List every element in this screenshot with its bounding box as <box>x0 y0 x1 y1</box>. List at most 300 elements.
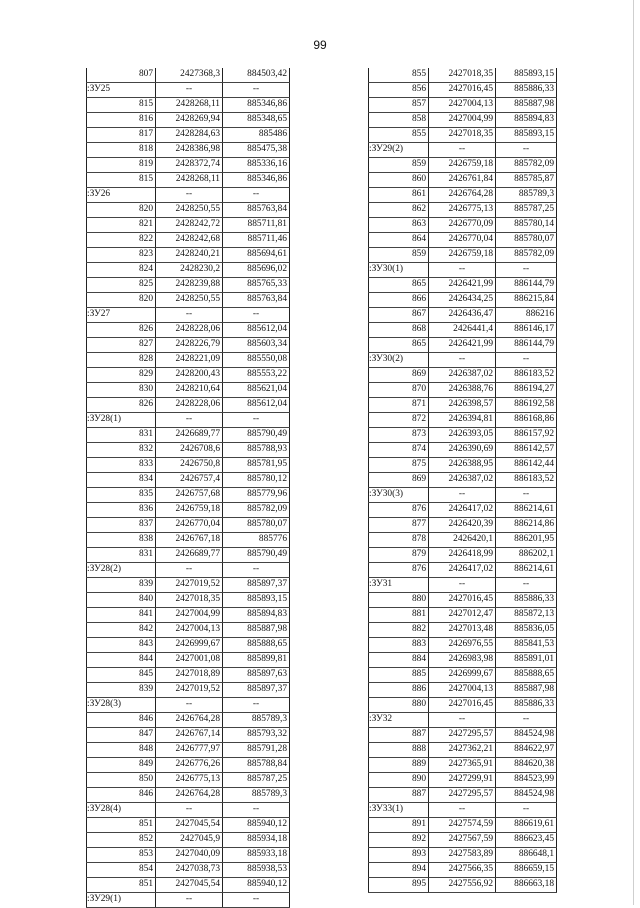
dash-cell: -- <box>429 263 496 278</box>
y-coordinate: 885475,38 <box>223 143 290 158</box>
x-coordinate: 2427038,73 <box>156 863 223 878</box>
y-coordinate: 886183,52 <box>496 473 557 488</box>
y-coordinate: 885780,07 <box>223 518 290 533</box>
parcel-header-row <box>87 563 290 578</box>
x-coordinate: 2426777,97 <box>156 743 223 758</box>
table-row <box>369 773 557 788</box>
table-row <box>87 533 290 548</box>
table-row <box>87 593 290 608</box>
table-row <box>369 638 557 653</box>
parcel-designation: :ЗУ28(4) <box>87 803 156 818</box>
point-number: 886 <box>369 683 429 698</box>
table-row <box>369 308 557 323</box>
point-number: 826 <box>87 398 156 413</box>
table-row <box>87 458 290 473</box>
y-coordinate: 885787,25 <box>496 203 557 218</box>
table-row <box>87 653 290 668</box>
point-number: 829 <box>87 368 156 383</box>
x-coordinate: 2426387,02 <box>429 473 496 488</box>
y-coordinate: 886663,18 <box>496 878 557 893</box>
table-row <box>369 848 557 863</box>
y-coordinate: 885788,84 <box>223 758 290 773</box>
parcel-header-row <box>87 698 290 713</box>
x-coordinate: 2426767,18 <box>156 533 223 548</box>
y-coordinate: 884523,99 <box>496 773 557 788</box>
y-coordinate: 885836,05 <box>496 623 557 638</box>
table-row <box>369 758 557 773</box>
y-coordinate: 885694,61 <box>223 248 290 263</box>
dash-cell: -- <box>429 713 496 728</box>
point-number: 887 <box>369 788 429 803</box>
table-row <box>87 338 290 353</box>
table-row <box>87 773 290 788</box>
point-number: 828 <box>87 353 156 368</box>
table-row <box>369 293 557 308</box>
x-coordinate: 2427013,48 <box>429 623 496 638</box>
x-coordinate: 2426436,47 <box>429 308 496 323</box>
y-coordinate: 886214,86 <box>496 518 557 533</box>
parcel-designation: :ЗУ30(1) <box>369 263 429 278</box>
dash-cell: -- <box>223 308 290 323</box>
table-row <box>369 83 557 98</box>
x-coordinate: 2427045,54 <box>156 818 223 833</box>
x-coordinate: 2426421,99 <box>429 338 496 353</box>
y-coordinate: 885621,04 <box>223 383 290 398</box>
point-number: 830 <box>87 383 156 398</box>
point-number: 862 <box>369 203 429 218</box>
y-coordinate: 885897,37 <box>223 578 290 593</box>
table-row <box>87 173 290 188</box>
y-coordinate: 885893,15 <box>496 128 557 143</box>
table-row <box>369 173 557 188</box>
dash-cell: -- <box>429 578 496 593</box>
coordinates-table-right <box>368 68 557 893</box>
point-number: 824 <box>87 263 156 278</box>
table-row <box>369 818 557 833</box>
y-coordinate: 886201,95 <box>496 533 557 548</box>
table-row <box>369 563 557 578</box>
point-number: 819 <box>87 158 156 173</box>
point-number: 855 <box>369 68 429 83</box>
y-coordinate: 885887,98 <box>496 98 557 113</box>
point-number: 818 <box>87 143 156 158</box>
x-coordinate: 2426689,77 <box>156 428 223 443</box>
table-row <box>369 428 557 443</box>
y-coordinate: 886659,15 <box>496 863 557 878</box>
table-row <box>87 293 290 308</box>
table-row <box>87 728 290 743</box>
point-number: 840 <box>87 593 156 608</box>
coordinates-table-right-body <box>369 68 557 893</box>
x-coordinate: 2427018,35 <box>429 128 496 143</box>
parcel-header-row <box>87 803 290 818</box>
x-coordinate: 2426761,84 <box>429 173 496 188</box>
y-coordinate: 885603,34 <box>223 338 290 353</box>
table-row <box>87 668 290 683</box>
x-coordinate: 2426434,25 <box>429 293 496 308</box>
table-row <box>87 158 290 173</box>
y-coordinate: 885780,07 <box>496 233 557 248</box>
point-number: 875 <box>369 458 429 473</box>
table-row <box>369 413 557 428</box>
point-number: 835 <box>87 488 156 503</box>
parcel-designation: :ЗУ28(2) <box>87 563 156 578</box>
y-coordinate: 885938,53 <box>223 863 290 878</box>
point-number: 883 <box>369 638 429 653</box>
y-coordinate: 885780,12 <box>223 473 290 488</box>
y-coordinate: 886202,1 <box>496 548 557 563</box>
x-coordinate: 2428210,64 <box>156 383 223 398</box>
point-number: 871 <box>369 398 429 413</box>
table-row <box>369 368 557 383</box>
dash-cell: -- <box>156 803 223 818</box>
table-row <box>87 758 290 773</box>
y-coordinate: 885791,28 <box>223 743 290 758</box>
point-number: 837 <box>87 518 156 533</box>
point-number: 858 <box>369 113 429 128</box>
parcel-header-row <box>369 143 557 158</box>
x-coordinate: 2427295,57 <box>429 788 496 803</box>
x-coordinate: 2426999,67 <box>429 668 496 683</box>
point-number: 821 <box>87 218 156 233</box>
y-coordinate: 886183,52 <box>496 368 557 383</box>
point-number: 891 <box>369 818 429 833</box>
y-coordinate: 885789,3 <box>223 788 290 803</box>
y-coordinate: 885789,3 <box>223 713 290 728</box>
point-number: 893 <box>369 848 429 863</box>
y-coordinate: 885612,04 <box>223 323 290 338</box>
parcel-designation: :ЗУ26 <box>87 188 156 203</box>
x-coordinate: 2428386,98 <box>156 143 223 158</box>
point-number: 807 <box>87 68 156 83</box>
point-number: 860 <box>369 173 429 188</box>
parcel-header-row <box>369 578 557 593</box>
parcel-header-row <box>369 803 557 818</box>
point-number: 878 <box>369 533 429 548</box>
x-coordinate: 2427040,09 <box>156 848 223 863</box>
y-coordinate: 885886,33 <box>496 83 557 98</box>
y-coordinate: 885711,81 <box>223 218 290 233</box>
x-coordinate: 2426764,28 <box>156 713 223 728</box>
point-number: 841 <box>87 608 156 623</box>
y-coordinate: 886157,92 <box>496 428 557 443</box>
dash-cell: -- <box>496 263 557 278</box>
y-coordinate: 885886,33 <box>496 698 557 713</box>
x-coordinate: 2426775,13 <box>156 773 223 788</box>
x-coordinate: 2426767,14 <box>156 728 223 743</box>
table-row <box>87 548 290 563</box>
table-row <box>87 263 290 278</box>
parcel-header-row <box>369 353 557 368</box>
x-coordinate: 2426708,6 <box>156 443 223 458</box>
x-coordinate: 2426999,67 <box>156 638 223 653</box>
table-row <box>87 323 290 338</box>
table-row <box>369 608 557 623</box>
dash-cell: -- <box>429 143 496 158</box>
y-coordinate: 885888,65 <box>223 638 290 653</box>
y-coordinate: 885346,86 <box>223 98 290 113</box>
table-row <box>87 143 290 158</box>
y-coordinate: 885486 <box>223 128 290 143</box>
y-coordinate: 885782,09 <box>496 158 557 173</box>
point-number: 849 <box>87 758 156 773</box>
point-number: 885 <box>369 668 429 683</box>
y-coordinate: 885894,83 <box>496 113 557 128</box>
point-number: 865 <box>369 278 429 293</box>
point-number: 846 <box>87 713 156 728</box>
point-number: 815 <box>87 98 156 113</box>
x-coordinate: 2427368,3 <box>156 68 223 83</box>
y-coordinate: 885336,16 <box>223 158 290 173</box>
point-number: 877 <box>369 518 429 533</box>
y-coordinate: 885790,49 <box>223 548 290 563</box>
x-coordinate: 2426770,04 <box>156 518 223 533</box>
x-coordinate: 2428268,11 <box>156 173 223 188</box>
table-row <box>369 788 557 803</box>
y-coordinate: 886142,57 <box>496 443 557 458</box>
point-number: 844 <box>87 653 156 668</box>
table-row <box>87 878 290 893</box>
parcel-designation: :ЗУ27 <box>87 308 156 323</box>
dash-cell: -- <box>496 713 557 728</box>
table-row <box>87 383 290 398</box>
point-number: 831 <box>87 548 156 563</box>
y-coordinate: 885782,09 <box>223 503 290 518</box>
x-coordinate: 2428268,11 <box>156 98 223 113</box>
dash-cell: -- <box>496 488 557 503</box>
y-coordinate: 885841,53 <box>496 638 557 653</box>
dash-cell: -- <box>223 698 290 713</box>
point-number: 843 <box>87 638 156 653</box>
point-number: 850 <box>87 773 156 788</box>
point-number: 869 <box>369 473 429 488</box>
point-number: 890 <box>369 773 429 788</box>
y-coordinate: 886619,61 <box>496 818 557 833</box>
x-coordinate: 2426388,76 <box>429 383 496 398</box>
x-coordinate: 2427018,35 <box>156 593 223 608</box>
x-coordinate: 2426983,98 <box>429 653 496 668</box>
table-row <box>369 218 557 233</box>
parcel-header-row <box>87 308 290 323</box>
table-row <box>87 98 290 113</box>
y-coordinate: 885893,15 <box>223 593 290 608</box>
y-coordinate: 885790,49 <box>223 428 290 443</box>
y-coordinate: 885789,3 <box>496 188 557 203</box>
y-coordinate: 885897,37 <box>223 683 290 698</box>
dash-cell: -- <box>223 413 290 428</box>
x-coordinate: 2427045,54 <box>156 878 223 893</box>
parcel-header-row <box>369 263 557 278</box>
parcel-designation: :ЗУ30(2) <box>369 353 429 368</box>
dash-cell: -- <box>429 488 496 503</box>
parcel-designation: :ЗУ29(2) <box>369 143 429 158</box>
point-number: 851 <box>87 818 156 833</box>
dash-cell: -- <box>156 308 223 323</box>
x-coordinate: 2427299,91 <box>429 773 496 788</box>
x-coordinate: 2426388,95 <box>429 458 496 473</box>
x-coordinate: 2427018,89 <box>156 668 223 683</box>
x-coordinate: 2427583,89 <box>429 848 496 863</box>
parcel-header-row <box>87 893 290 908</box>
y-coordinate: 886142,44 <box>496 458 557 473</box>
x-coordinate: 2428250,55 <box>156 293 223 308</box>
table-row <box>87 353 290 368</box>
parcel-header-row <box>369 488 557 503</box>
x-coordinate: 2428226,79 <box>156 338 223 353</box>
parcel-designation: :ЗУ29(1) <box>87 893 156 908</box>
point-number: 894 <box>369 863 429 878</box>
parcel-designation: :ЗУ28(3) <box>87 698 156 713</box>
parcel-designation: :ЗУ33(1) <box>369 803 429 818</box>
y-coordinate: 885553,22 <box>223 368 290 383</box>
point-number: 827 <box>87 338 156 353</box>
table-row <box>369 278 557 293</box>
parcel-designation: :ЗУ32 <box>369 713 429 728</box>
point-number: 832 <box>87 443 156 458</box>
x-coordinate: 2426421,99 <box>429 278 496 293</box>
y-coordinate: 885696,02 <box>223 263 290 278</box>
y-coordinate: 885779,96 <box>223 488 290 503</box>
point-number: 872 <box>369 413 429 428</box>
table-row <box>87 278 290 293</box>
x-coordinate: 2428269,94 <box>156 113 223 128</box>
x-coordinate: 2427004,13 <box>429 683 496 698</box>
x-coordinate: 2426759,18 <box>429 248 496 263</box>
table-row <box>87 248 290 263</box>
y-coordinate: 885550,08 <box>223 353 290 368</box>
table-row <box>369 248 557 263</box>
x-coordinate: 2426757,4 <box>156 473 223 488</box>
y-coordinate: 885765,33 <box>223 278 290 293</box>
point-number: 822 <box>87 233 156 248</box>
y-coordinate: 885763,84 <box>223 203 290 218</box>
table-row <box>369 683 557 698</box>
y-coordinate: 886214,61 <box>496 503 557 518</box>
table-row <box>87 788 290 803</box>
table-row <box>369 623 557 638</box>
x-coordinate: 2426976,55 <box>429 638 496 653</box>
x-coordinate: 2427567,59 <box>429 833 496 848</box>
table-row <box>369 233 557 248</box>
parcel-designation: :ЗУ31 <box>369 578 429 593</box>
point-number: 855 <box>369 128 429 143</box>
dash-cell: -- <box>496 143 557 158</box>
point-number: 887 <box>369 728 429 743</box>
table-row <box>87 578 290 593</box>
y-coordinate: 885763,84 <box>223 293 290 308</box>
parcel-designation: :ЗУ30(3) <box>369 488 429 503</box>
point-number: 839 <box>87 578 156 593</box>
page-number: 99 <box>313 38 327 52</box>
x-coordinate: 2427012,47 <box>429 608 496 623</box>
x-coordinate: 2427016,45 <box>429 83 496 98</box>
y-coordinate: 886144,79 <box>496 338 557 353</box>
x-coordinate: 2427004,99 <box>156 608 223 623</box>
x-coordinate: 2428250,55 <box>156 203 223 218</box>
y-coordinate: 885899,81 <box>223 653 290 668</box>
x-coordinate: 2427016,45 <box>429 698 496 713</box>
table-row <box>369 668 557 683</box>
table-row <box>369 473 557 488</box>
dash-cell: -- <box>156 188 223 203</box>
x-coordinate: 2427556,92 <box>429 878 496 893</box>
point-number: 823 <box>87 248 156 263</box>
x-coordinate: 2426757,68 <box>156 488 223 503</box>
parcel-header-row <box>87 188 290 203</box>
point-number: 881 <box>369 608 429 623</box>
x-coordinate: 2427018,35 <box>429 68 496 83</box>
point-number: 820 <box>87 203 156 218</box>
y-coordinate: 884503,42 <box>223 68 290 83</box>
parcel-header-row <box>369 713 557 728</box>
point-number: 867 <box>369 308 429 323</box>
dash-cell: -- <box>223 893 290 908</box>
x-coordinate: 2426398,57 <box>429 398 496 413</box>
table-row <box>87 503 290 518</box>
x-coordinate: 2426770,04 <box>429 233 496 248</box>
table-row <box>369 383 557 398</box>
dash-cell: -- <box>496 578 557 593</box>
y-coordinate: 885782,09 <box>496 248 557 263</box>
point-number: 882 <box>369 623 429 638</box>
point-number: 857 <box>369 98 429 113</box>
x-coordinate: 2427295,57 <box>429 728 496 743</box>
y-coordinate: 886192,58 <box>496 398 557 413</box>
point-number: 895 <box>369 878 429 893</box>
dash-cell: -- <box>223 563 290 578</box>
point-number: 820 <box>87 293 156 308</box>
y-coordinate: 885612,04 <box>223 398 290 413</box>
y-coordinate: 885888,65 <box>496 668 557 683</box>
x-coordinate: 2428221,09 <box>156 353 223 368</box>
table-row <box>87 863 290 878</box>
x-coordinate: 2428239,88 <box>156 278 223 293</box>
x-coordinate: 2426387,02 <box>429 368 496 383</box>
point-number: 834 <box>87 473 156 488</box>
parcel-header-row <box>87 83 290 98</box>
x-coordinate: 2426764,28 <box>156 788 223 803</box>
dash-cell: -- <box>223 83 290 98</box>
table-row <box>87 233 290 248</box>
table-row <box>369 98 557 113</box>
y-coordinate: 885893,15 <box>496 68 557 83</box>
y-coordinate: 886216 <box>496 308 557 323</box>
point-number: 859 <box>369 158 429 173</box>
point-number: 851 <box>87 878 156 893</box>
parcel-header-row <box>87 413 290 428</box>
x-coordinate: 2426418,99 <box>429 548 496 563</box>
point-number: 825 <box>87 278 156 293</box>
point-number: 888 <box>369 743 429 758</box>
y-coordinate: 885933,18 <box>223 848 290 863</box>
point-number: 856 <box>369 83 429 98</box>
x-coordinate: 2426441,4 <box>429 323 496 338</box>
x-coordinate: 2426420,39 <box>429 518 496 533</box>
point-number: 859 <box>369 248 429 263</box>
table-row <box>87 428 290 443</box>
y-coordinate: 886214,61 <box>496 563 557 578</box>
table-row <box>87 713 290 728</box>
point-number: 848 <box>87 743 156 758</box>
x-coordinate: 2427004,99 <box>429 113 496 128</box>
point-number: 816 <box>87 113 156 128</box>
table-row <box>87 368 290 383</box>
table-row <box>87 488 290 503</box>
y-coordinate: 885894,83 <box>223 608 290 623</box>
parcel-designation: :ЗУ28(1) <box>87 413 156 428</box>
y-coordinate: 886648,1 <box>496 848 557 863</box>
dash-cell: -- <box>156 893 223 908</box>
